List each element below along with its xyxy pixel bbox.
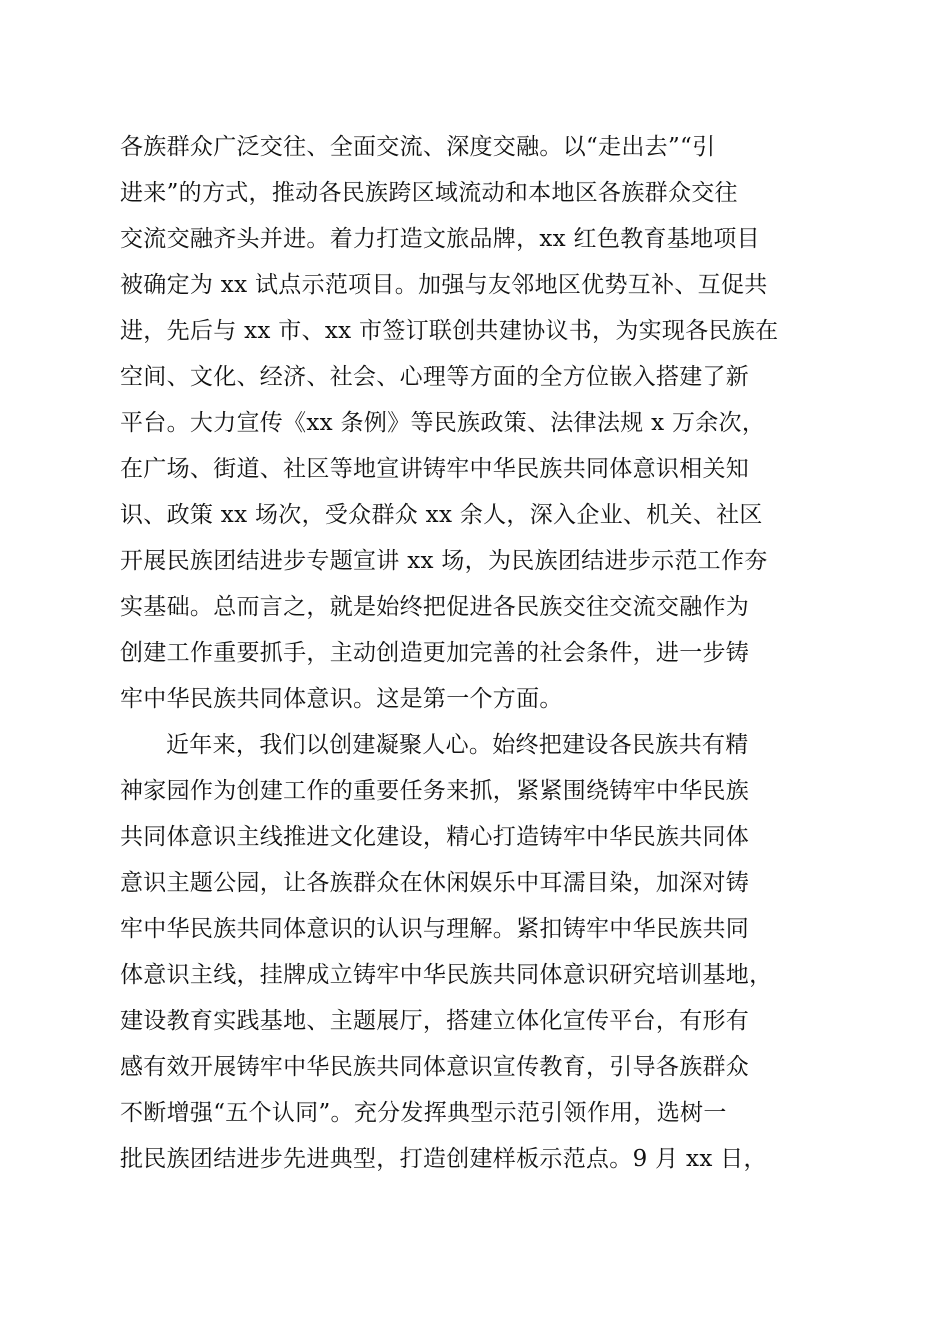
paragraph-2-line-1: 近年来，我们以创建凝聚人心。始终把建设各民族共有精 [166, 732, 749, 758]
paragraph-2-line-9: 不断增强“五个认同”。充分发挥典型示范引领作用，选树一 [120, 1100, 727, 1126]
paragraph-1-line-2: 进来”的方式，推动各民族跨区域流动和本地区各族群众交往 [120, 180, 738, 206]
paragraph-2-line-5: 牢中华民族共同体意识的认识与理解。紧扣铸牢中华民族共同 [120, 916, 750, 942]
paragraph-1-line-10: 开展民族团结进步专题宣讲 xx 场，为民族团结进步示范工作夯 [120, 548, 768, 574]
paragraph-1-line-4: 被确定为 xx 试点示范项目。加强与友邻地区优势互补、互促共 [120, 272, 768, 298]
paragraph-1-line-7: 平台。大力宣传《xx 条例》等民族政策、法律法规 x 万余次， [120, 410, 766, 436]
paragraph-2-line-6: 体意识主线，挂牌成立铸牢中华民族共同体意识研究培训基地， [120, 962, 773, 988]
paragraph-1-line-8: 在广场、街道、社区等地宣讲铸牢中华民族共同体意识相关知 [120, 456, 750, 482]
paragraph-1-line-6: 空间、文化、经济、社会、心理等方面的全方位嵌入搭建了新 [120, 364, 750, 390]
paragraph-2-line-3: 共同体意识主线推进文化建设，精心打造铸牢中华民族共同体 [120, 824, 750, 850]
paragraph-2-line-8: 感有效开展铸牢中华民族共同体意识宣传教育，引导各族群众 [120, 1054, 750, 1080]
paragraph-1-line-13: 牢中华民族共同体意识。这是第一个方面。 [120, 686, 563, 712]
paragraph-1-line-5: 进，先后与 xx 市、xx 市签订联创共建协议书，为实现各民族在 [120, 318, 779, 344]
paragraph-1-line-12: 创建工作重要抓手，主动创造更加完善的社会条件，进一步铸 [120, 640, 750, 666]
paragraph-1-line-9: 识、政策 xx 场次，受众群众 xx 余人，深入企业、机关、社区 [120, 502, 763, 528]
paragraph-1-line-3: 交流交融齐头并进。着力打造文旅品牌，xx 红色教育基地项目 [120, 226, 760, 252]
paragraph-2-line-4: 意识主题公园，让各族群众在休闲娱乐中耳濡目染，加深对铸 [120, 870, 750, 896]
paragraph-2-line-10: 批民族团结进步先进典型，打造创建样板示范点。9 月 xx 日， [120, 1146, 767, 1172]
body-text [120, 130, 830, 1172]
paragraph-2-line-2: 神家园作为创建工作的重要任务来抓，紧紧围绕铸牢中华民族 [120, 778, 750, 804]
paragraph-2-line-7: 建设教育实践基地、主题展厅，搭建立体化宣传平台，有形有 [120, 1008, 750, 1034]
paragraph-1-line-11: 实基础。总而言之，就是始终把促进各民族交往交流交融作为 [120, 594, 750, 620]
paragraph-1-line-1: 各族群众广泛交往、全面交流、深度交融。以“走出去”“引 [120, 134, 716, 160]
